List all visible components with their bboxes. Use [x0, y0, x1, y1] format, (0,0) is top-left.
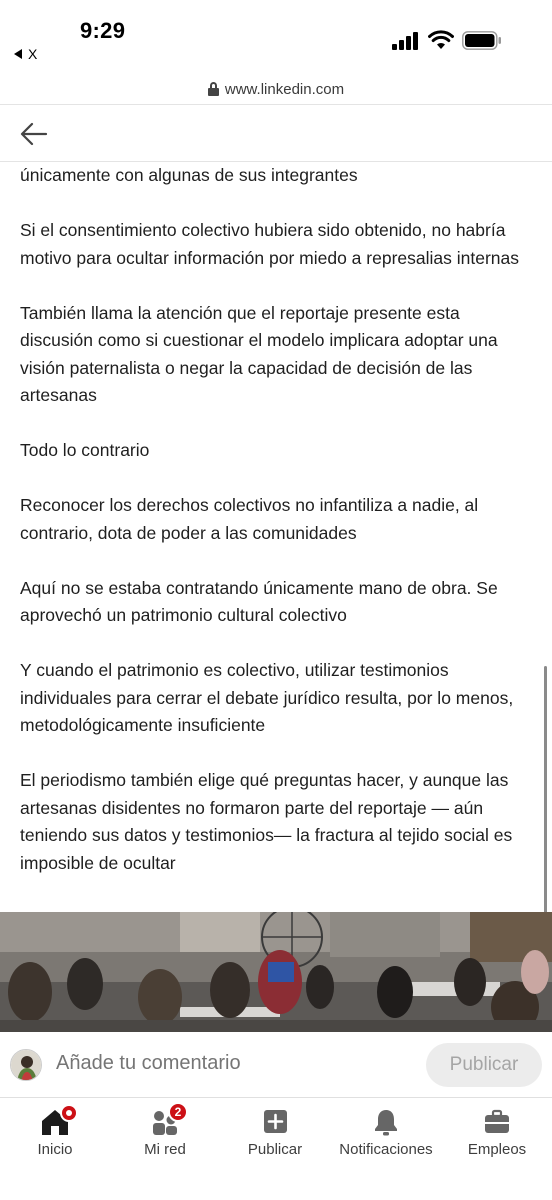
url-text: www.linkedin.com	[224, 80, 345, 98]
article-paragraph: Y cuando el patrimonio es colectivo, utilizar testimonios individuales para cerrar el debate jurídico resulta, por lo menos, metodológicamente insuficiente	[20, 660, 514, 735]
comment-bar	[0, 1032, 552, 1098]
article-paragraph: El periodismo también elige qué preguntas hacer, y aunque las artesanas disidentes no formaron parte del reportaje — aún teniendo sus datos y testimonios— la fractura al tejido social es imposible de ocultar	[20, 770, 513, 873]
article-paragraph: Si el consentimiento colectivo hubiera sido obtenido, no habría motivo para ocultar información por miedo a represalias internas	[20, 220, 519, 268]
article-paragraph: Reconocer los derechos colectivos no infantiliza a nadie, al contrario, dota de poder a las comunidades	[20, 495, 479, 543]
bell-icon	[371, 1108, 401, 1136]
tab-label: Inicio	[37, 1141, 73, 1158]
article-paragraph: Todo lo contrario	[20, 440, 150, 460]
tab-mi-red[interactable]	[110, 1104, 220, 1164]
notification-dot-badge	[60, 1104, 78, 1122]
tab-notificaciones[interactable]	[330, 1104, 442, 1164]
scrollbar[interactable]	[544, 666, 547, 916]
briefcase-icon	[482, 1108, 512, 1136]
clock: 9:29	[80, 18, 126, 43]
tab-label: Publicar	[247, 1141, 303, 1158]
tab-label: Empleos	[467, 1141, 527, 1158]
publish-comment-button[interactable]: Publicar	[426, 1043, 542, 1087]
tab-publicar[interactable]	[220, 1104, 330, 1164]
tab-label: Mi red	[144, 1141, 186, 1158]
tab-label: Notificaciones	[339, 1141, 433, 1158]
article-paragraph: únicamente con algunas de sus integrantes	[20, 165, 358, 185]
article-body	[20, 162, 532, 912]
comment-input[interactable]	[56, 1052, 396, 1075]
bottom-tab-bar	[0, 1098, 552, 1200]
tab-empleos[interactable]	[442, 1104, 552, 1164]
tab-inicio[interactable]	[0, 1104, 110, 1164]
plus-square-icon	[260, 1108, 290, 1136]
nav-header	[0, 104, 552, 162]
back-to-app-button[interactable]	[14, 46, 37, 62]
cellular-signal-icon	[392, 32, 420, 50]
avatar[interactable]	[10, 1049, 42, 1081]
battery-icon	[462, 31, 502, 50]
article-paragraph: También llama la atención que el reportaje presente esta discusión como si cuestionar el modelo implicara adoptar una visión paternalista o negar la capacidad de decisión de las artesanas	[20, 302, 498, 405]
status-bar	[0, 0, 552, 74]
lock-icon	[208, 82, 219, 96]
article-photo[interactable]	[0, 912, 552, 1032]
wifi-icon	[428, 30, 454, 50]
back-arrow-icon[interactable]	[18, 119, 50, 149]
back-triangle-icon	[14, 49, 22, 59]
back-app-label: X	[28, 46, 38, 62]
workshop-photo-image	[0, 912, 552, 1032]
url-bar[interactable]	[0, 74, 552, 104]
article-paragraph: Aquí no se estaba contratando únicamente mano de obra. Se aprovechó un patrimonio cultural colectivo	[20, 577, 498, 625]
count-badge: 2	[168, 1102, 188, 1122]
